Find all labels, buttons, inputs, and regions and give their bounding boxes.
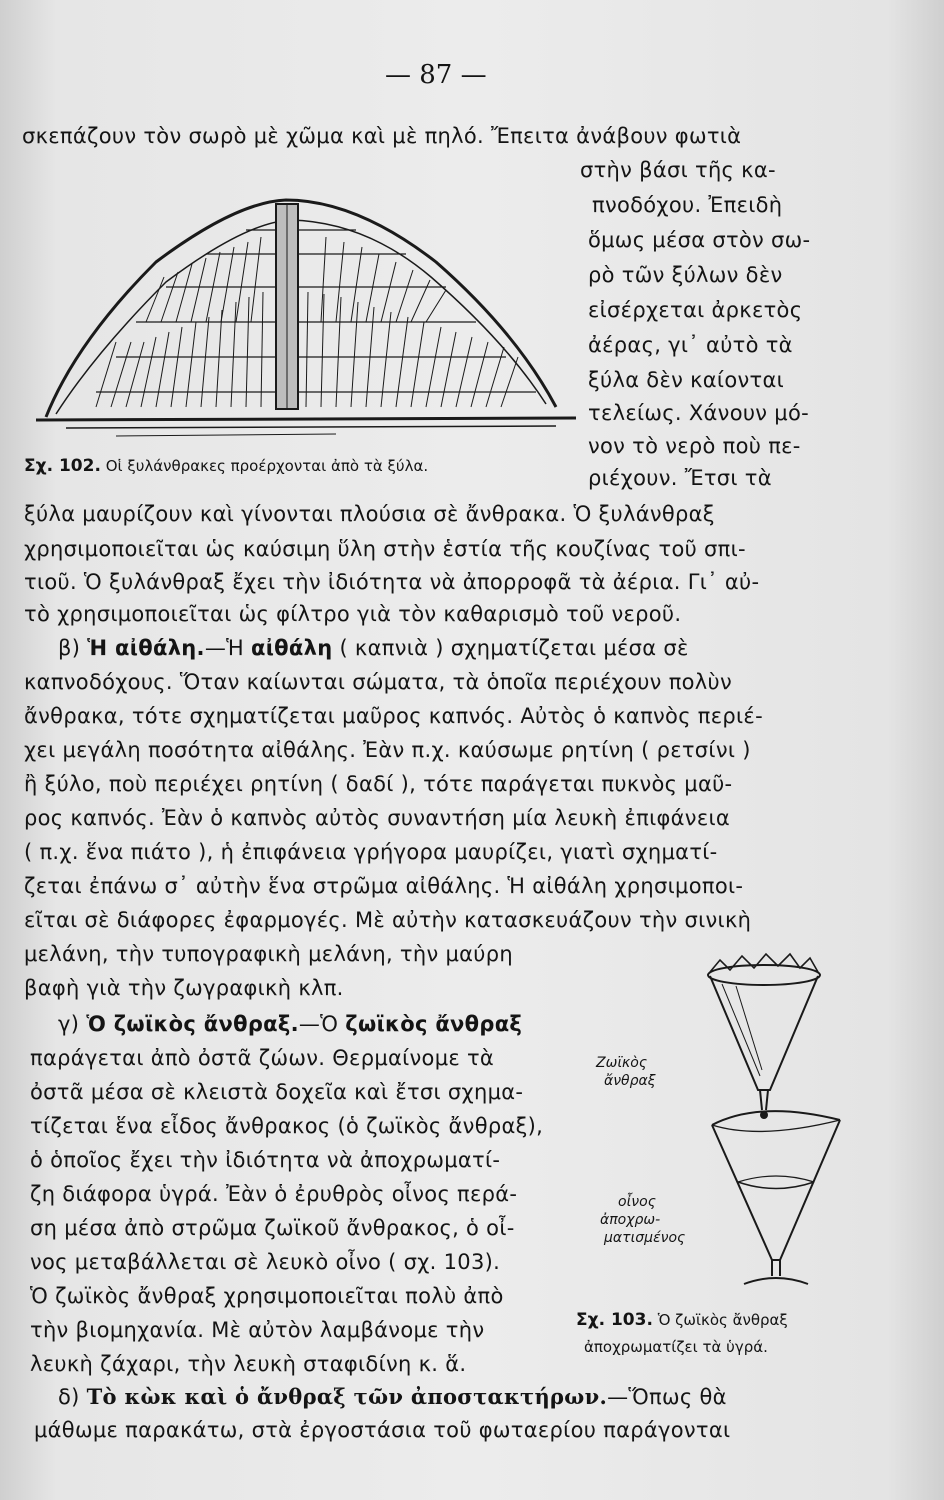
section-gamma-first-line: [58, 1012, 522, 1036]
text-line: παράγεται ἀπὸ ὀστᾶ ζώων. Θερμαίνομε τὰ: [30, 1046, 495, 1070]
text-line: ὁ ὁποῖος ἔχει τὴν ἰδιότητα νὰ ἀποχρωματί-: [30, 1148, 501, 1172]
text-line: τὸ χρησιμοποιεῖται ὡς φίλτρο γιὰ τὸν καθαρισμὸ τοῦ νεροῦ.: [24, 602, 682, 626]
figure-102-text: Οἱ ξυλάνθρακες προέρχονται ἀπὸ τὰ ξύλα.: [105, 457, 429, 475]
text-line: ὀστᾶ μέσα σὲ κλειστὰ δοχεῖα καὶ ἔτσι σχημα-: [30, 1080, 524, 1104]
charcoal-mound-illustration: [36, 192, 576, 442]
text-line: μάθωμε παρακάτω, στὰ ἐργοστάσια τοῦ φωταερίου παράγονται: [34, 1418, 731, 1442]
section-beta-term: αἰθάλη: [250, 636, 333, 660]
text-line: χει μεγάλη ποσότητα αἰθάλης. Ἐὰν π.χ. καύσωμε ρητίνη ( ρετσίνι ): [24, 738, 751, 762]
figure-102-caption: [24, 456, 428, 476]
section-gamma-prefix: γ): [58, 1012, 87, 1036]
text-line: σκεπάζουν τὸν σωρὸ μὲ χῶμα καὶ μὲ πηλό. Ἔπειτα ἀνάβουν φωτιὰ: [22, 124, 742, 148]
funnel-and-glass-illustration: [700, 950, 860, 1290]
figure-103-number: Σχ. 103.: [576, 1310, 653, 1330]
text-line: στὴν βάσι τῆς κα-: [580, 158, 776, 182]
text-line: πνοδόχου. Ἐπειδὴ: [592, 193, 783, 217]
text-line: ξύλα μαυρίζουν καὶ γίνονται πλούσια σὲ ἄνθρακα. Ὁ ξυλάνθραξ: [24, 502, 715, 526]
figure-103-label-charcoal-1: Ζωϊκὸς: [596, 1055, 648, 1071]
text-line: εἰσέρχεται ἀρκετὸς: [588, 298, 803, 322]
text-line: ( π.χ. ἕνα πιάτο ), ἡ ἐπιφάνεια γρήγορα μαυρίζει, γιατὶ σχηματί-: [24, 840, 718, 864]
text-line: μελάνη, τὴν τυπογραφικὴ μελάνη, τὴν μαύρη: [24, 942, 513, 966]
figure-103-caption-1: Ὁ ζωϊκὸς ἄνθραξ: [657, 1311, 788, 1329]
section-delta-heading: Τὸ κὼκ καὶ ὁ ἄνθραξ τῶν ἀποστακτήρων.: [86, 1384, 608, 1409]
page-number: — 87 —: [385, 60, 487, 90]
text-line: ρὸ τῶν ξύλων δὲν: [588, 263, 783, 287]
section-beta-dash: —Ἡ: [204, 636, 251, 660]
figure-103-label-wine-2: ἀποχρω-: [600, 1212, 661, 1228]
section-beta-prefix: β): [58, 636, 88, 660]
section-beta-heading: Ἡ αἰθάλη.: [87, 636, 205, 660]
text-line: βαφὴ γιὰ τὴν ζωγραφικὴ κλπ.: [24, 976, 344, 1000]
section-beta-rest: ( καπνιὰ ) σχηματίζεται μέσα σὲ: [332, 636, 689, 660]
text-line: ρος καπνός. Ἐὰν ὁ καπνὸς αὐτὸς συναντήση μία λευκὴ ἐπιφάνεια: [24, 806, 731, 830]
text-line: ση μέσα ἀπὸ στρῶμα ζωϊκοῦ ἄνθρακος, ὁ οἶ-: [30, 1216, 515, 1240]
text-line: καπνοδόχους. Ὅταν καίωνται σώματα, τὰ ὁποῖα περιέχουν πολὺν: [24, 670, 732, 694]
section-delta-rest: —Ὅπως θὰ: [607, 1385, 727, 1409]
text-line: χρησιμοποιεῖται ὡς καύσιμη ὕλη στὴν ἑστία τῆς κουζίνας τοῦ σπι-: [24, 537, 746, 561]
text-line: τίζεται ἕνα εἶδος ἄνθρακος (ὁ ζωϊκὸς ἄνθραξ),: [30, 1114, 544, 1138]
figure-103-label-wine-1: οἶνος: [618, 1194, 656, 1210]
text-line: ἄνθρακα, τότε σχηματίζεται μαῦρος καπνός. Αὐτὸς ὁ καπνὸς περιέ-: [24, 704, 763, 728]
section-beta-first-line: [58, 636, 689, 660]
text-line: ζεται ἐπάνω σ᾿ αὐτὴν ἕνα στρῶμα αἰθάλης. Ἡ αἰθάλη χρησιμοποι-: [24, 874, 744, 898]
text-line: τὴν βιομηχανία. Μὲ αὐτὸν λαμβάνομε τὴν: [30, 1318, 485, 1342]
text-line: εῖται σὲ διάφορες ἐφαρμογές. Μὲ αὐτὴν κατασκευάζουν τὴν σινικὴ: [24, 908, 752, 932]
figure-103-caption-line-1: [576, 1310, 788, 1330]
text-line: ζη διάφορα ὑγρά. Ἐὰν ὁ ἐρυθρὸς οἶνος περά-: [30, 1182, 518, 1206]
section-delta-prefix: δ): [58, 1385, 87, 1409]
section-delta-first-line: [58, 1384, 727, 1409]
section-gamma-heading: Ὁ ζωϊκὸς ἄνθραξ.: [86, 1012, 299, 1036]
text-line: τιοῦ. Ὁ ξυλάνθραξ ἔχει τὴν ἰδιότητα νὰ ἀπορροφᾶ τὰ ἀέρια. Γι᾿ αὐ-: [24, 570, 760, 594]
text-line: ἀέρας, γι᾿ αὐτὸ τὰ: [588, 333, 793, 357]
figure-103-label-wine-3: ματισμένος: [604, 1230, 686, 1246]
text-line: νος μεταβάλλεται σὲ λευκὸ οἶνο ( σχ. 103).: [30, 1250, 501, 1274]
text-line: ὅμως μέσα στὸν σω-: [588, 228, 811, 252]
figure-102-number: Σχ. 102.: [24, 456, 101, 476]
figure-103-label-charcoal-2: ἄνθραξ: [604, 1073, 656, 1089]
text-line: λευκὴ ζάχαρι, τὴν λευκὴ σταφιδίνη κ. ἅ.: [30, 1352, 467, 1376]
figure-103-caption-2: ἀποχρωματίζει τὰ ὑγρά.: [584, 1338, 768, 1356]
text-line: νον τὸ νερὸ ποὺ πε-: [588, 434, 801, 458]
text-line: ξύλα δὲν καίονται: [588, 368, 785, 392]
text-line: ἢ ξύλο, ποὺ περιέχει ρητίνη ( δαδί ), τότε παράγεται πυκνὸς μαῦ-: [24, 772, 733, 796]
section-gamma-term: ζωϊκὸς ἄνθραξ: [345, 1012, 523, 1036]
text-line: ριέχουν. Ἔτσι τὰ: [588, 466, 772, 490]
text-line: τελείως. Χάνουν μό-: [588, 401, 809, 425]
text-line: Ὁ ζωϊκὸς ἄνθραξ χρησιμοποιεῖται πολὺ ἀπὸ: [30, 1284, 504, 1308]
section-gamma-dash: —Ὁ: [298, 1012, 346, 1036]
